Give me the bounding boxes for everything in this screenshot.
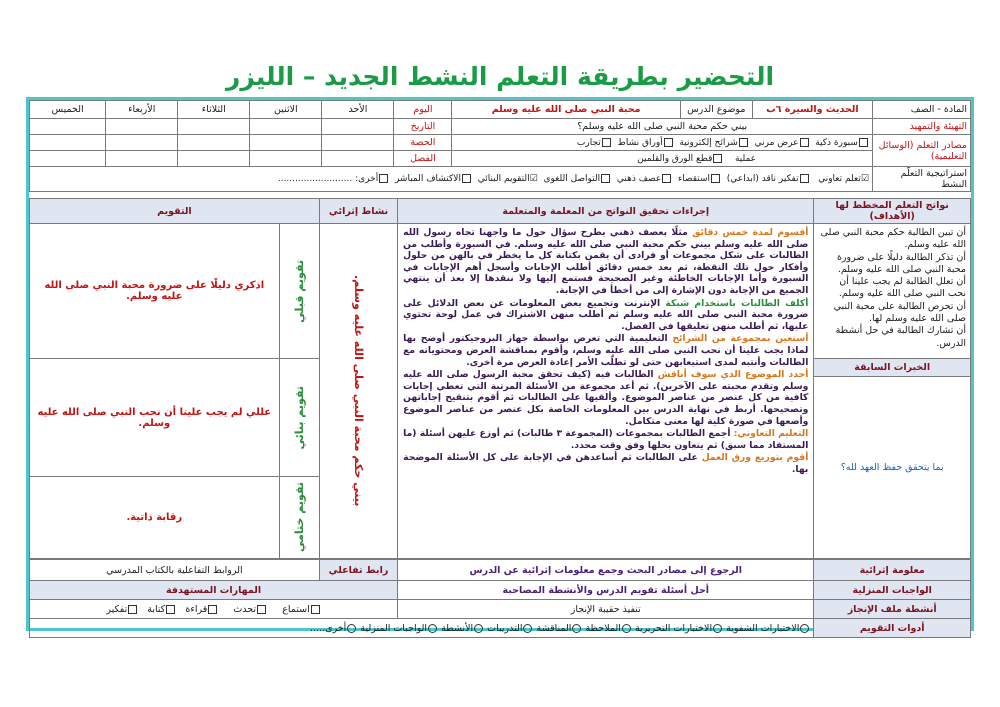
radio-icon[interactable] xyxy=(572,624,581,633)
eval-form-label-cell xyxy=(279,359,319,477)
procedures-body xyxy=(398,224,814,559)
checkbox-icon[interactable] xyxy=(602,138,611,147)
achievement-value: تنفيذ حقيبة الإنجاز xyxy=(398,600,814,619)
day-label: اليوم xyxy=(394,101,452,119)
checkbox-icon[interactable] xyxy=(800,174,809,183)
footer-table xyxy=(29,559,971,638)
checked-icon[interactable]: ☑ xyxy=(860,174,869,184)
objective-item: أن تبين الطالبة حكم محبة النبي صلى الله عليه وسلم. xyxy=(820,227,966,251)
checkbox-icon[interactable] xyxy=(711,174,720,183)
subject-label: المادة - الصف xyxy=(872,101,970,119)
checkbox-icon[interactable] xyxy=(859,138,868,147)
sources-label: مصادر التعلم (الوسائل التعليمية) xyxy=(872,135,970,167)
prior-header: الخبرات السابقة xyxy=(814,359,971,377)
homework-value: أحل أسئلة تقويم الدرس والأنشطة المصاحبة xyxy=(398,581,814,600)
activity-cell xyxy=(319,224,397,559)
link-label: رابط تفاعلي xyxy=(319,560,397,581)
radio-icon[interactable] xyxy=(474,624,483,633)
procedure-paragraph: أستعين بمجموعة من الشرائح التعليمية التي تعرض بواسطة جهاز البروجيكتور أوضح بها لماذا يجب علينا أن نحب النبي صلى الله عليه وسلم، وأقوم بمناقشة العرض ومحتوياته مع الطالبات وأنتبه لمدى استيعابهن حتى لو تطلّب الأمر إعادة العرض مرة أخرى. xyxy=(403,333,809,368)
checkbox-icon[interactable] xyxy=(713,154,722,163)
checkbox-icon[interactable] xyxy=(128,605,137,614)
strategy-label: استراتيجية التعلّم النشط xyxy=(872,167,970,192)
intro-value: بيني حكم محبة النبي صلى الله عليه وسلم؟ xyxy=(452,119,872,135)
checkbox-icon[interactable] xyxy=(208,605,217,614)
eval-form-label: تقويم بنائي xyxy=(292,385,306,450)
procedure-paragraph: أقسوم لمدة خمس دقائق مثلًا بعصف ذهني بطرح سؤال حول ما واجهنا تجاه رسول الله صلى الله عليه وسلم بيني حكم محبة النبي صلى الله عليه وسلم. في السبورة وأطلب من الطالبات على شكل مجموعات أو فرادى أن يقمن بكتابة كل ما يخطر في بالهن من حلول وأفكار حول تلك النقطة، ثم بعد خمس دقائق أطلب الإجابات وأسجل أهم الإجابات في السبورة وأما الإجابات الخاطئة وغير الصحيحة فستمع إليها ولا ننقدها إلا بعد أن ينتهي الجميع من الإجابة دون الإشارة إلى من أخطأ في الإجابة. xyxy=(403,227,809,296)
activity-text: بيني حكم محبة النبي صلى الله عليه وسلم. xyxy=(351,275,365,507)
objectives-list xyxy=(814,224,971,359)
checked-icon[interactable]: ☑ xyxy=(529,174,538,184)
achievement-label: أنشطة ملف الإنجاز xyxy=(814,600,971,619)
objective-item: أن تعلل الطالبة لم يجب علينا أن نحب النبي صلى الله عليه وسلم. xyxy=(838,276,966,300)
objective-item: أن تشارك الطالبة في حل أنشطة الدرس. xyxy=(835,325,966,349)
procedure-paragraph: أحدد الموضوع الذي سوف أناقش الطالبات فيه (كيف تحقق محبة الرسول صلى الله عليه وسلم وتقدم محبته على الآخرين). ثم أعد مجموعة من الأسئلة المرتبة التي تعطي إجابات كافية من كل عنصر من عناصر الموضوع. وألقيها على الطالبات ثم أقوم بتنقيح إجاباتهن وتصحيحها. أربط في نهاية الدرس بين المعلومات الخاصة بكل عنصر من عناصر الموضوع وأضعها في صورة كلية لها معنى متكامل. xyxy=(403,369,809,427)
header-table xyxy=(29,100,971,192)
radio-icon[interactable] xyxy=(800,624,809,633)
skills-label: المهارات المستهدفة xyxy=(30,581,398,600)
eval-form-text: عللي لم يجب علينا أن نحب النبي صلى الله عليه وسلم. xyxy=(30,359,280,477)
procedure-paragraph: أكلف الطالبات باستخدام شبكة الإنترنت وتجميع بعض المعلومات عن بعض الدلائل على ضرورة محبة النبي صلى الله عليه وسلم ثم أطلب منهن الاشتراك في عمل لوحة تحتوي عليها، ثم أطلب منهن تعليقها في الفصل. xyxy=(403,297,809,332)
radio-icon[interactable] xyxy=(622,624,631,633)
checkbox-icon[interactable] xyxy=(601,174,610,183)
prior-value: بما يتحقق حفظ العهد لله؟ xyxy=(814,377,971,559)
lesson-plan-frame xyxy=(26,97,974,634)
objectives-header: نواتج التعلم المخطط لها (الأهداف) xyxy=(814,199,971,224)
page-title: التحضير بطريقة التعلم النشط الجديد – الليزر xyxy=(225,62,775,91)
intro-label: التهيئة والتمهيد xyxy=(872,119,970,135)
eval-final-text: رقابة ذاتية. xyxy=(30,477,280,559)
objective-item: أن تحرص الطالبة على محبة النبي صلى الله عليه وسلم لها. xyxy=(833,300,966,325)
link-value: الروابط التفاعلية بالكتاب المدرسي xyxy=(30,560,320,581)
homework-label: الواجبات المنزلية xyxy=(814,581,971,600)
day-tue: الثلاثاء xyxy=(178,101,250,119)
day-sun: الأحد xyxy=(322,101,394,119)
checkbox-icon[interactable] xyxy=(800,138,809,147)
tools-options: الاختبارات الشفوية الاختبارات التحريرية الملاحظة المناقشة التدريبات الأنشطة الواجبات المنزلية أخرى..... xyxy=(30,619,814,638)
radio-icon[interactable] xyxy=(428,624,437,633)
checkbox-icon[interactable] xyxy=(257,605,266,614)
checkbox-icon[interactable] xyxy=(739,138,748,147)
enrich-label: معلومة إثرائية xyxy=(814,560,971,581)
subject-value: الحديث والسيرة ٦ب xyxy=(752,101,872,119)
sources-row1: سبورة ذكية عرض مرني شرائح إلكترونية أوراق نشاط تجارب xyxy=(452,135,872,151)
eval-final-label-cell xyxy=(279,477,319,559)
eval-pre-label-cell xyxy=(279,224,319,359)
class-label: الفصل xyxy=(394,151,452,167)
day-mon: الاثنين xyxy=(250,101,322,119)
date-label: التاريخ xyxy=(394,119,452,135)
activity-header: نشاط إثرائي xyxy=(319,199,397,224)
skills-options: استماع تحدث قراءة كتابة تفكير xyxy=(30,600,398,619)
evaluation-header: التقويم xyxy=(30,199,320,224)
enrich-value: الرجوع إلى مصادر البحث وجمع معلومات إثرائية عن الدرس xyxy=(398,560,814,581)
eval-final-label: تقويم ختامي xyxy=(292,482,306,553)
checkbox-icon[interactable] xyxy=(664,138,673,147)
radio-icon[interactable] xyxy=(713,624,722,633)
checkbox-icon[interactable] xyxy=(462,174,471,183)
strategy-options: ☑تعلم تعاوني تفكير ناقد (ابداعي) استقصاء عصف ذهني التواصل اللغوي ☑التقويم البنائي الاكتشاف المباشر أخرى: .......................... xyxy=(30,167,873,192)
procedures-header: إجراءات تحقيق النواتج من المعلمة والمتعلمة xyxy=(398,199,814,224)
topic-label: موضوع الدرس xyxy=(680,101,752,119)
sources-row2: عملية قطع الورق والقلمين xyxy=(452,151,872,167)
procedure-paragraph: التعليم التعاوني: أجمع الطالبات بمجموعات (المجموعة ٣ طالبات) ثم أوزع عليهن أسئلة (ما المستفاد مما سبق) ثم يتعاون بحلها وفق وقت محدد. xyxy=(403,428,809,451)
day-wed: الأربعاء xyxy=(106,101,178,119)
main-table xyxy=(29,198,971,559)
procedure-paragraph: أقوم بتوزيع ورق العمل على الطالبات ثم أساعدهن في الإجابة على كل الأسئلة الموضحة بها. xyxy=(403,452,809,475)
period-label: الحصة xyxy=(394,135,452,151)
radio-icon[interactable] xyxy=(523,624,532,633)
checkbox-icon[interactable] xyxy=(166,605,175,614)
tools-label: أدوات التقويم xyxy=(814,619,971,638)
checkbox-icon[interactable] xyxy=(662,174,671,183)
checkbox-icon[interactable] xyxy=(379,174,388,183)
topic-value: محبة النبي صلى الله عليه وسلم xyxy=(452,101,680,119)
eval-pre-text: اذكري دليلًا على ضرورة محبة النبي صلى الله عليه وسلم. xyxy=(30,224,280,359)
checkbox-icon[interactable] xyxy=(311,605,320,614)
day-thu: الخميس xyxy=(30,101,106,119)
radio-icon[interactable] xyxy=(347,624,356,633)
objective-item: أن تذكر الطالبة دليلًا على ضرورة محبة النبي صلى الله عليه وسلم. xyxy=(836,251,966,275)
eval-pre-label: تقويم قبلي xyxy=(292,259,306,323)
